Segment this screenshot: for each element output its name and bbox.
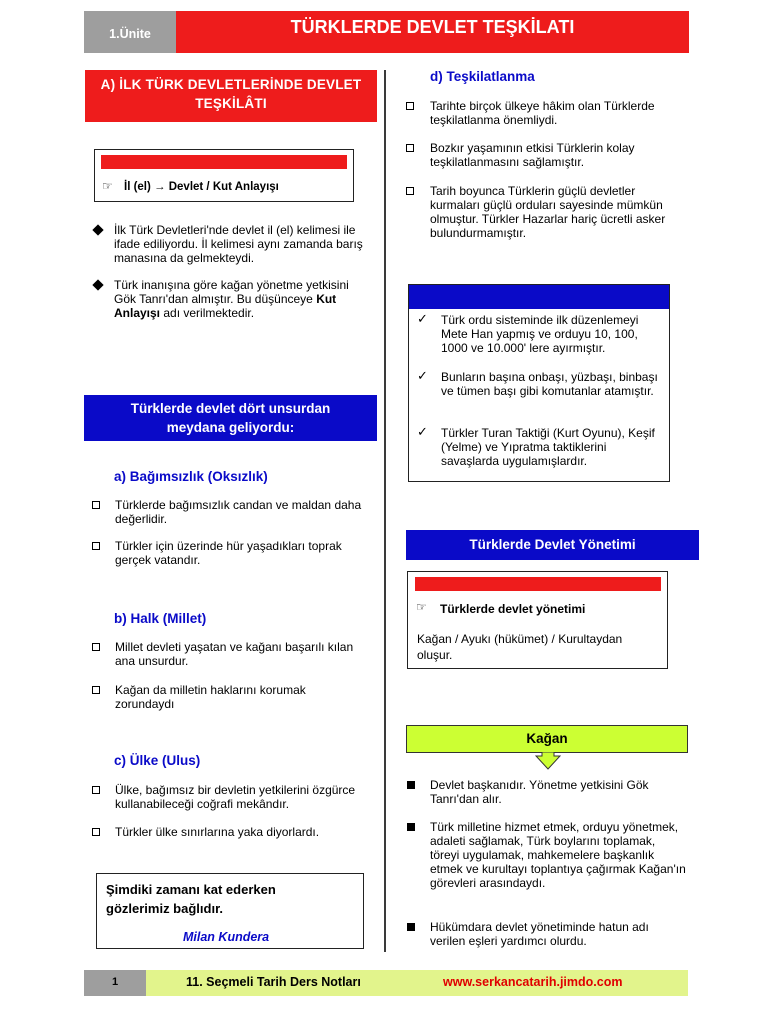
- section-title-ilk-turk: A) İLK TÜRK DEVLETLERİNDE DEVLET TEŞKİLÂTI: [85, 70, 377, 122]
- list-item: [407, 778, 687, 806]
- item-text: Tarihte birçok ülkeye hâkim olan Türklerde teşkilatlanma önemliydi.: [430, 99, 655, 127]
- heading-teskilatlanma: d) Teşkilatlanma: [430, 69, 535, 84]
- checkbox-bullet-icon: [92, 786, 100, 794]
- down-arrow-icon: [535, 752, 561, 770]
- red-bar: [415, 577, 661, 591]
- unsur-title: Türklerde devlet dört unsurdan meydana geliyordu:: [84, 395, 377, 441]
- item-text: Ülke, bağımsız bir devletin yetkilerini özgürce kullanabileceği coğrafi mekândır.: [115, 783, 356, 811]
- list-item: [406, 99, 686, 127]
- check-icon: ✓: [417, 424, 428, 439]
- heading-ulke: c) Ülke (Ulus): [114, 753, 201, 768]
- checkbox-bullet-icon: [406, 144, 414, 152]
- item-text: Millet devleti yaşatan ve kağanı başarılı kılan ana unsurdur.: [115, 640, 354, 668]
- list-item: [92, 825, 367, 839]
- item-text: Hükümdara devlet yönetiminde hatun adı verilen eşleri yardımcı olurdu.: [430, 920, 649, 948]
- yonetim-title: Türklerde Devlet Yönetimi: [406, 530, 699, 560]
- list-item: [92, 683, 367, 711]
- list-item: [92, 539, 367, 567]
- item-text: Bozkır yaşamının etkisi Türklerin kolay teşkilatlanmasını sağlamıştır.: [430, 141, 635, 169]
- diamond-bullet-icon: [92, 279, 103, 290]
- footer-label: 11. Seçmeli Tarih Ders Notları: [186, 975, 361, 989]
- item-text: Türk ordu sisteminde ilk düzenlemeyi Mete Han yapmış ve orduyu 10, 100, 1000 ve 10.000' lere ayırmıştır.: [441, 313, 639, 355]
- list-item: [92, 498, 367, 526]
- item-text: Bunların başına onbaşı, yüzbaşı, binbaşı ve tümen başı gibi komutanlar atamıştır.: [441, 370, 658, 398]
- red-bar: [101, 155, 347, 169]
- box-title: Türklerde devlet yönetimi: [440, 602, 586, 616]
- footer-bar: [146, 970, 688, 996]
- footer-url[interactable]: www.serkancatarih.jimdo.com: [443, 975, 623, 989]
- list-item: [406, 184, 686, 240]
- item-text: Türkler için üzerinde hür yaşadıkları toprak gerçek vatandır.: [115, 539, 342, 567]
- pointing-hand-icon: ☞: [102, 179, 113, 193]
- list-item: [93, 278, 368, 320]
- item-text: Türk milletine hizmet etmek, orduyu yönetmek, adaleti sağlamak, Türk boylarını toplamak, töreyi uygulamak, mahkemelere başkanlık etmek ve kurultayı toplantıya çağırmak Kağan'ın görevleri arasındaydı.: [430, 820, 686, 890]
- checkbox-bullet-icon: [92, 501, 100, 509]
- square-bullet-icon: [407, 823, 415, 831]
- list-item: [92, 783, 367, 811]
- square-bullet-icon: [407, 923, 415, 931]
- checkbox-bullet-icon: [406, 102, 414, 110]
- checkbox-bullet-icon: [406, 187, 414, 195]
- list-item: [407, 820, 687, 890]
- item-text: Tarih boyunca Türklerin güçlü devletler kurmaları güçlü orduları sayesinde mümkün olmuştur. Türkler Hazarlar hariç ücretli asker bulundurmamıştır.: [430, 184, 666, 240]
- il-kut-box: [94, 149, 354, 202]
- checkbox-bullet-icon: [92, 828, 100, 836]
- quote-author: Milan Kundera: [183, 930, 270, 944]
- heading-bagimsizlik: a) Bağımsızlık (Oksızlık): [114, 469, 268, 484]
- list-item: [407, 920, 687, 948]
- list-item: [93, 223, 368, 265]
- checkbox-bullet-icon: [92, 686, 100, 694]
- page-number: 1: [84, 970, 146, 996]
- list-item: [406, 141, 686, 169]
- list-item: [417, 370, 665, 398]
- list-item: [417, 426, 665, 468]
- box-text: Kağan / Ayukı (hükümet) / Kurultaydan oluşur.: [417, 632, 623, 662]
- list-item: [417, 313, 665, 355]
- blue-bar: [409, 285, 669, 309]
- column-divider: [384, 70, 386, 952]
- yonetim-box: [407, 571, 668, 669]
- pointing-hand-icon: ☞: [416, 600, 427, 614]
- item-text: Devlet başkanıdır. Yönetme yetkisini Gök Tanrı'dan alır.: [430, 778, 649, 806]
- kagan-title: Kağan: [406, 725, 688, 753]
- list-item: [92, 640, 367, 668]
- box-title: İl (el) → Devlet / Kut Anlayışı: [124, 181, 279, 193]
- page-title: TÜRKLERDE DEVLET TEŞKİLATI: [176, 11, 689, 53]
- checkbox-bullet-icon: [92, 643, 100, 651]
- square-bullet-icon: [407, 781, 415, 789]
- item-text: İlk Türk Devletleri'nde devlet il (el) kelimesi ile ifade ediliyordu. İl kelimesi aynı zamanda barış manasına da gelmekteydi.: [114, 223, 363, 265]
- unit-label: 1.Ünite: [84, 11, 176, 53]
- quote-box: [96, 873, 364, 949]
- item-text: Türklerde bağımsızlık candan ve maldan daha değerlidir.: [115, 498, 362, 526]
- checkbox-bullet-icon: [92, 542, 100, 550]
- quote-text: Şimdiki zamanı kat ederken gözlerimiz bağlıdır.: [106, 882, 276, 916]
- item-text: Türk inanışına göre kağan yönetme yetkisini Gök Tanrı'dan almıştır. Bu düşünceye Kut Anlayışı adı verilmektedir.: [114, 278, 349, 320]
- item-text: Türkler Turan Taktiği (Kurt Oyunu), Keşif (Yelme) ve Yıpratma taktiklerini savaşlarda uygulamışlardır.: [441, 426, 655, 468]
- diamond-bullet-icon: [92, 224, 103, 235]
- heading-halk: b) Halk (Millet): [114, 611, 207, 626]
- check-icon: ✓: [417, 311, 428, 326]
- item-text: Türkler ülke sınırlarına yaka diyorlardı.: [115, 825, 320, 839]
- check-icon: ✓: [417, 368, 428, 383]
- item-text: Kağan da milletin haklarını korumak zorundaydı: [115, 683, 306, 711]
- army-box: [408, 284, 670, 482]
